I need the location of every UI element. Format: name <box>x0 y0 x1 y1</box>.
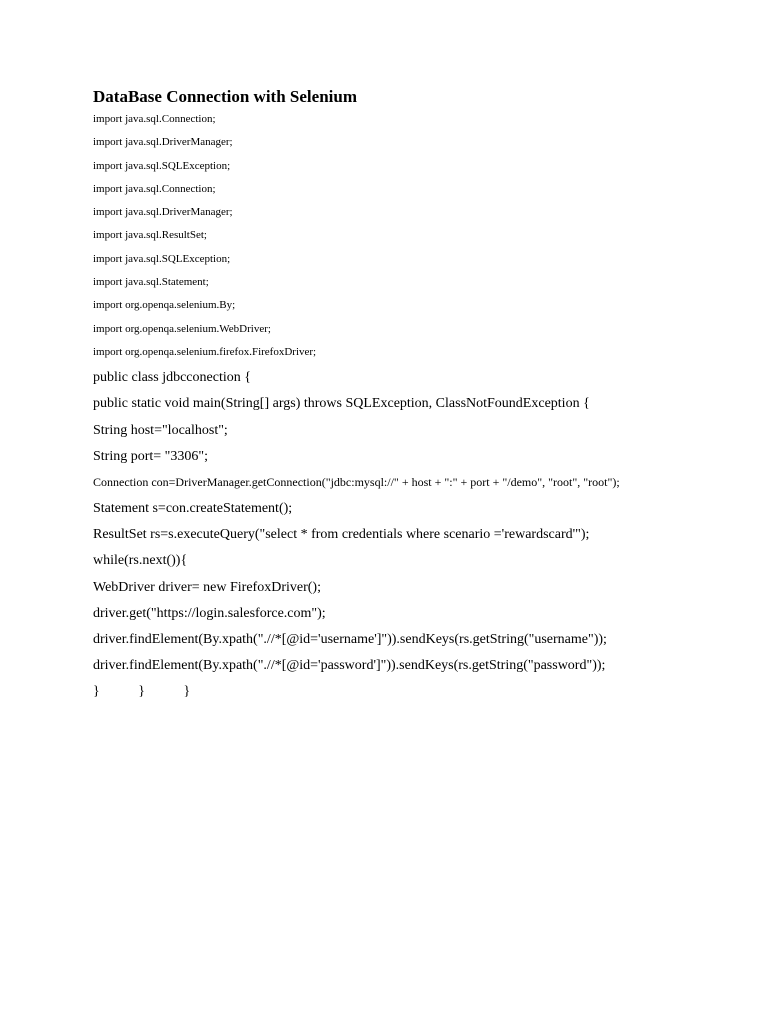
import-line: import java.sql.ResultSet; <box>93 229 207 242</box>
find-password-line: driver.findElement(By.xpath(".//*[@id='password']")).sendKeys(rs.getString("password")); <box>93 658 606 674</box>
import-line: import java.sql.Statement; <box>93 276 209 289</box>
import-line: import java.sql.DriverManager; <box>93 206 233 219</box>
import-line: import org.openqa.selenium.WebDriver; <box>93 322 271 335</box>
class-declaration: public class jdbcconection { <box>93 370 251 386</box>
webdriver-line: WebDriver driver= new FirefoxDriver(); <box>93 579 321 595</box>
find-username-line: driver.findElement(By.xpath(".//*[@id='username']")).sendKeys(rs.getString("username")); <box>93 631 607 647</box>
driver-get-line: driver.get("https://login.salesforce.com"); <box>93 605 326 621</box>
document-title: DataBase Connection with Selenium <box>93 87 357 106</box>
import-line: import java.sql.SQLException; <box>93 159 231 172</box>
statement-line: Statement s=con.createStatement(); <box>93 501 293 517</box>
import-line: import java.sql.SQLException; <box>93 252 231 265</box>
document-page <box>93 86 753 701</box>
import-line: import java.sql.Connection; <box>93 113 216 125</box>
connection-line: Connection con=DriverManager.getConnection("jdbc:mysql://" + host + ":" + port + "/demo", "root", "root"); <box>93 475 620 490</box>
import-line: import org.openqa.selenium.By; <box>93 299 236 312</box>
closing-braces: } } } <box>93 684 191 700</box>
import-line: import org.openqa.selenium.firefox.FirefoxDriver; <box>93 345 317 358</box>
port-line: String port= "3306"; <box>93 448 208 464</box>
import-line: import java.sql.Connection; <box>93 182 216 195</box>
resultset-line: ResultSet rs=s.executeQuery("select * from credentials where scenario ='rewardscard'"); <box>93 527 590 543</box>
while-line: while(rs.next()){ <box>93 553 188 569</box>
main-declaration: public static void main(String[] args) throws SQLException, ClassNotFoundException { <box>93 396 590 412</box>
host-line: String host="localhost"; <box>93 422 228 438</box>
import-line: import java.sql.DriverManager; <box>93 136 233 149</box>
